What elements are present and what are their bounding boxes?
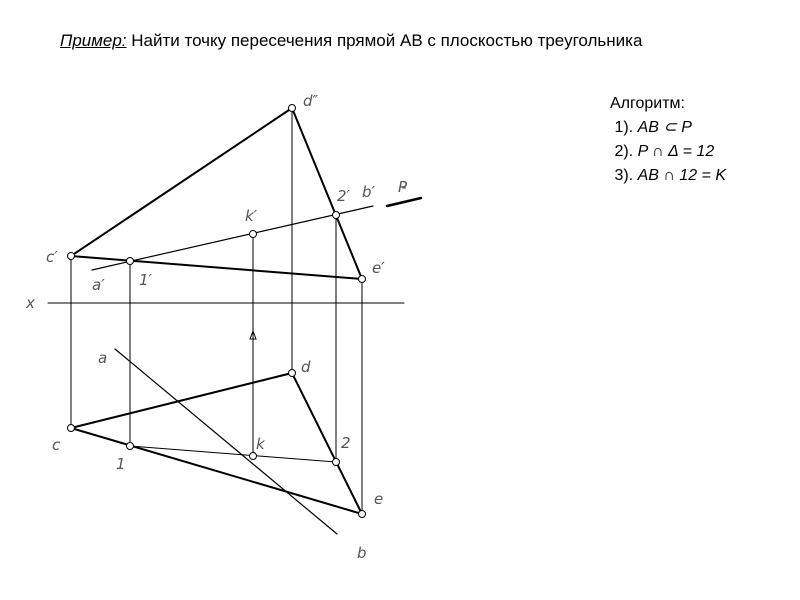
- edge-c-d-top: [71, 373, 292, 428]
- point-1-front: [127, 258, 134, 265]
- algorithm-heading: Алгоритм:: [610, 95, 685, 112]
- step-text: AB ⊂ P: [637, 119, 692, 136]
- example-prefix: Пример:: [60, 31, 127, 50]
- label-d-top: d: [301, 358, 311, 376]
- point-c-top: [68, 425, 75, 432]
- edge-c-e-front: [71, 256, 362, 279]
- step-number: 3).: [614, 167, 634, 184]
- label-d-front: d″: [303, 92, 319, 110]
- label-2-top: 2: [341, 434, 351, 452]
- step-number: 2).: [614, 143, 634, 160]
- label-k-top: k: [256, 435, 265, 453]
- point-c-front: [68, 253, 75, 260]
- task-text: Найти точку пересечения прямой АВ с плоскостью треугольника: [126, 31, 643, 50]
- step-number: 1).: [614, 119, 634, 136]
- edge-c-e-top: [71, 428, 362, 514]
- point-2-top: [333, 459, 340, 466]
- step-text: P ∩ Δ = 12: [637, 143, 715, 160]
- trace-p-front: [387, 198, 421, 206]
- axis-label: x: [26, 294, 35, 312]
- label-c-top: c: [52, 436, 61, 454]
- edge-c-d-front: [71, 108, 292, 256]
- point-2-front: [333, 212, 340, 219]
- point-k-front: [250, 231, 257, 238]
- label-a-top: a: [98, 349, 108, 367]
- label-c-front: c′: [46, 248, 58, 266]
- point-e-front: [359, 276, 366, 283]
- label-1-front: 1′: [139, 271, 152, 289]
- line-ab-front: [92, 206, 373, 270]
- label-e-top: e: [374, 490, 384, 508]
- edge-d-e-front: [292, 108, 362, 279]
- label-1-top: 1: [116, 455, 126, 473]
- label-a-front: a′: [92, 276, 105, 294]
- point-1-top: [127, 443, 134, 450]
- label-b-top: b: [357, 544, 367, 562]
- label-p-trace: P̵: [398, 178, 408, 196]
- label-e-front: e′: [372, 259, 385, 277]
- point-d-top: [289, 370, 296, 377]
- label-k-front: k′: [245, 207, 258, 225]
- edge-d-e-top: [292, 373, 362, 514]
- step-text: AB ∩ 12 = K: [637, 167, 727, 184]
- point-e-top: [359, 511, 366, 518]
- label-2-front: 2′: [337, 187, 350, 205]
- point-k-top: [250, 453, 257, 460]
- point-d-front: [289, 105, 296, 112]
- label-b-front: b′: [362, 183, 375, 201]
- line-ab-top: [115, 349, 337, 534]
